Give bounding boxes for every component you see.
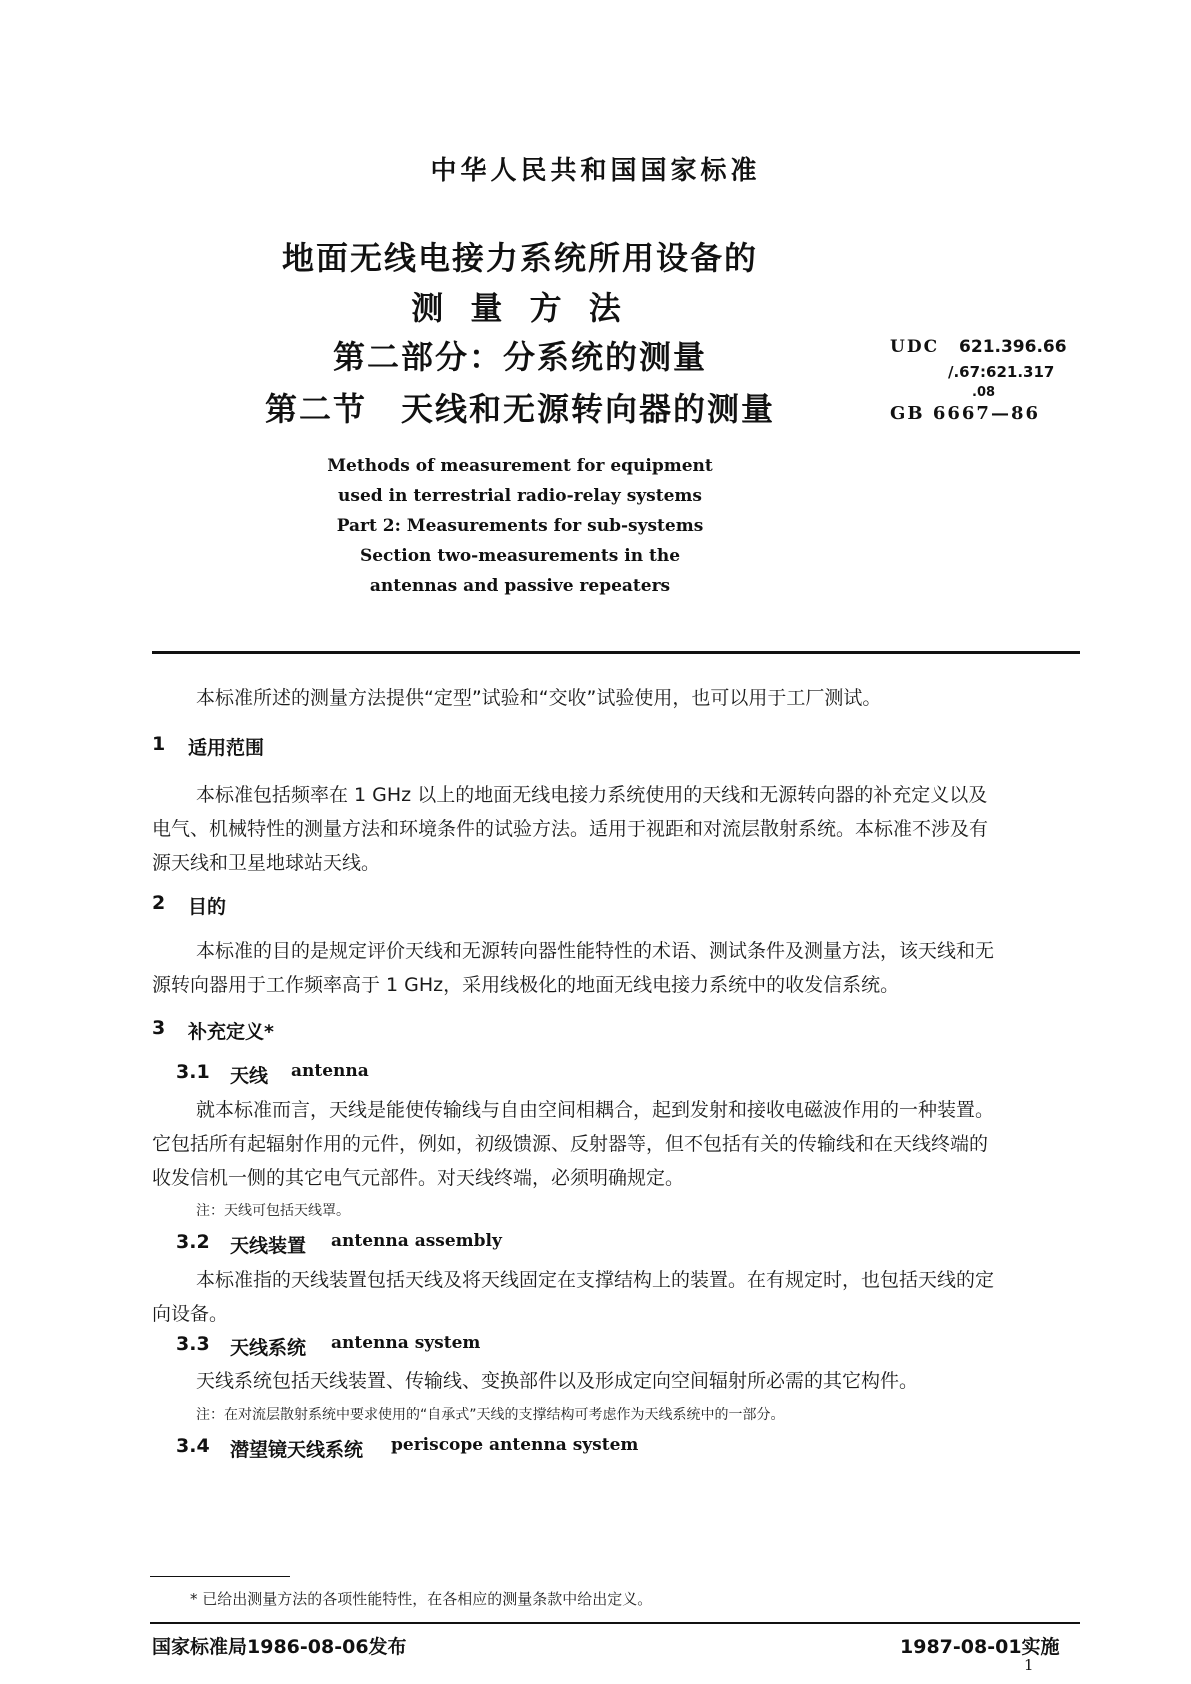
section-3-title: 补充定义* <box>188 1021 274 1043</box>
english-title-line-2: used in terrestrial radio-relay systems <box>338 486 702 506</box>
section-3-2-number: 3.2 <box>176 1231 210 1253</box>
page-number: 1 <box>1024 1656 1034 1674</box>
section-1-number: 1 <box>152 733 166 755</box>
header-divider <box>152 651 1080 654</box>
english-title-line-4: Section two-measurements in the <box>359 546 681 566</box>
udc-line-1: 621.396.66 <box>959 337 1067 357</box>
section-1-title: 适用范围 <box>188 737 265 759</box>
section-3-3-line-1: 天线系统包括天线装置、传输线、变换部件以及形成定向空间辐射所必需的其它构件。 <box>196 1370 919 1392</box>
section-3-1-title: 天线 <box>230 1065 269 1087</box>
gb-number: GB 6667—86 <box>890 403 1040 424</box>
section-3-2-title: 天线装置 <box>230 1235 307 1257</box>
section-2-line-2: 源转向器用于工作频率高于 1 GHz，采用线极化的地面无线电接力系统中的收发信系统。 <box>152 974 900 996</box>
title-line-1: 地面无线电接力系统所用设备的 <box>281 239 758 277</box>
udc-label: UDC <box>890 337 940 357</box>
udc-line-3: .08 <box>972 385 996 400</box>
section-3-4-number: 3.4 <box>176 1435 210 1457</box>
section-3-4-english: periscope antenna system <box>391 1435 639 1455</box>
title-line-4: 第二节 天线和无源转向器的测量 <box>264 390 775 428</box>
footnote-divider <box>150 1576 290 1577</box>
section-3-2-line-1: 本标准指的天线装置包括天线及将天线固定在支撑结构上的装置。在有规定时，也包括天线的定 <box>196 1269 995 1291</box>
section-2-title: 目的 <box>188 896 227 918</box>
section-2-number: 2 <box>152 892 166 914</box>
english-title-line-3: Part 2: Measurements for sub-systems <box>336 516 704 536</box>
section-3-3-note: 注：在对流层散射系统中要求使用的“自承式”天线的支撑结构可考虑作为天线系统中的一部分。 <box>196 1407 785 1423</box>
udc-code <box>890 336 1067 358</box>
udc-line-2: /.67:621.317 <box>948 363 1055 381</box>
english-title-line-5: antennas and passive repeaters <box>369 576 671 596</box>
section-3-3-title: 天线系统 <box>230 1337 307 1359</box>
section-1-line-2: 电气、机械特性的测量方法和环境条件的试验方法。适用于视距和对流层散射系统。本标准不涉及有 <box>152 818 989 840</box>
intro-paragraph: 本标准所述的测量方法提供“定型”试验和“交收”试验使用，也可以用于工厂测试。 <box>196 687 882 709</box>
section-3-2-english: antenna assembly <box>331 1231 502 1251</box>
section-3-3-number: 3.3 <box>176 1333 210 1355</box>
section-3-1-number: 3.1 <box>176 1061 210 1083</box>
section-1-line-1: 本标准包括频率在 1 GHz 以上的地面无线电接力系统使用的天线和无源转向器的补充定义以及 <box>196 784 988 806</box>
section-3-1-english: antenna <box>291 1061 369 1081</box>
section-1-line-3: 源天线和卫星地球站天线。 <box>152 852 381 874</box>
section-3-1-line-1: 就本标准而言，天线是能使传输线与自由空间相耦合，起到发射和接收电磁波作用的一种装置。 <box>196 1099 995 1121</box>
section-3-3-english: antenna system <box>331 1333 481 1353</box>
issued-date: 国家标准局1986-08-06发布 <box>152 1636 407 1658</box>
english-title-line-1: Methods of measurement for equipment <box>327 456 713 476</box>
section-3-1-line-2: 它包括所有起辐射作用的元件，例如，初级馈源、反射器等，但不包括有关的传输线和在天线终端的 <box>152 1133 989 1155</box>
title-line-3: 第二部分：分系统的测量 <box>332 338 707 376</box>
section-2-line-1: 本标准的目的是规定评价天线和无源转向器性能特性的术语、测试条件及测量方法，该天线和无 <box>196 940 995 962</box>
section-3-1-line-3: 收发信机一侧的其它电气元部件。对天线终端，必须明确规定。 <box>152 1167 685 1189</box>
national-standard-label: 中华人民共和国国家标准 <box>430 156 761 186</box>
effective-date: 1987-08-01实施 <box>900 1636 1060 1658</box>
section-3-4-title: 潜望镜天线系统 <box>230 1439 364 1461</box>
section-3-2-line-2: 向设备。 <box>152 1303 229 1325</box>
title-line-2: 测 量 方 法 <box>411 289 629 327</box>
footer-divider <box>150 1622 1080 1624</box>
footnote: * 已给出测量方法的各项性能特性，在各相应的测量条款中给出定义。 <box>190 1590 653 1608</box>
section-3-1-note: 注：天线可包括天线罩。 <box>196 1203 350 1219</box>
section-3-number: 3 <box>152 1017 166 1039</box>
